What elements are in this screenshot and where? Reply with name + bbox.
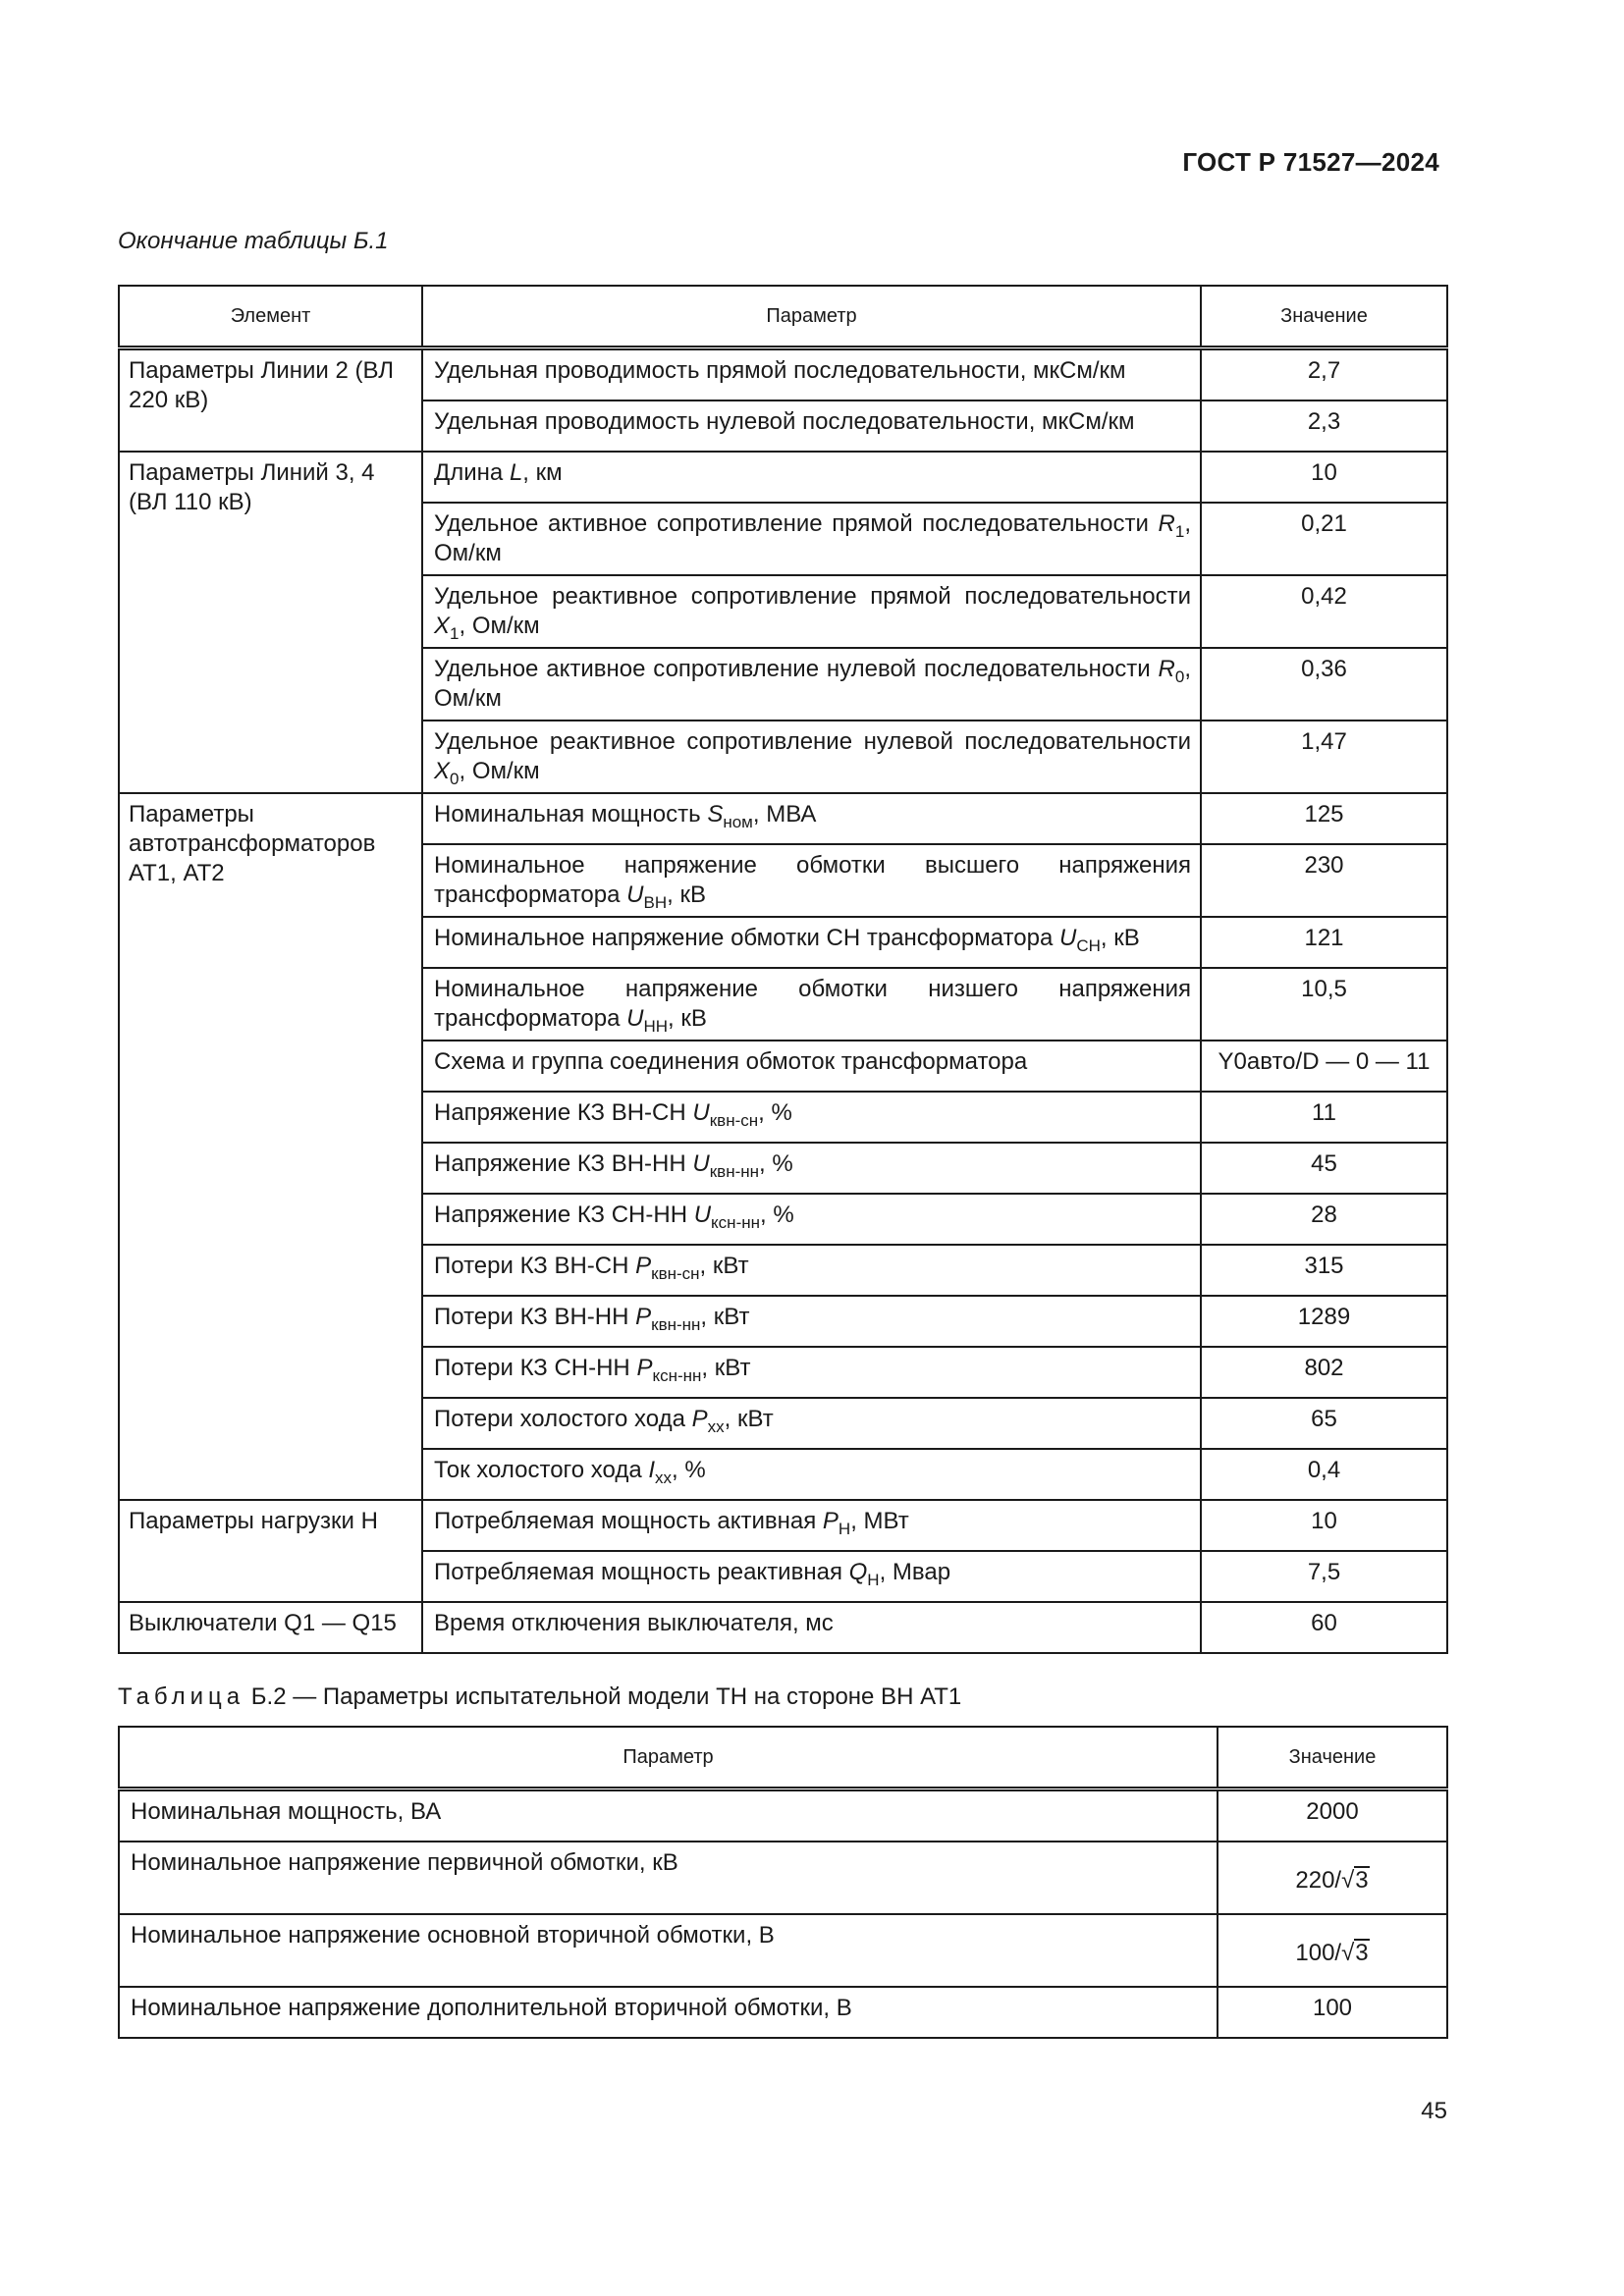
column-header-parameter: Параметр [422,286,1201,348]
parameter-text: Удельное активное сопротивление нулевой последовательности [434,656,1159,682]
value-cell: Y0авто/D — 0 — 11 [1201,1041,1447,1092]
parameter-cell [422,844,1201,917]
value-radicand: 3 [1355,1867,1369,1894]
parameter-unit: , % [672,1457,706,1483]
parameter-cell [422,1500,1201,1551]
parameter-cell [422,1245,1201,1296]
table2-caption-text: Б.2 — Параметры испытательной модели ТН на стороне ВН АТ1 [250,1683,962,1710]
value-cell: 100 [1218,1987,1447,2038]
parameter-text: Удельное активное сопротивление прямой последовательности [434,510,1159,537]
table2-caption [118,1683,961,1711]
parameter-cell [422,1449,1201,1500]
sqrt-value [1295,1866,1369,1896]
parameter-subscript: хх [707,1417,725,1436]
element-cell: Параметры Линий 3, 4 (ВЛ 110 кВ) [119,452,422,793]
value-cell: 121 [1201,917,1447,968]
parameter-text: Номинальное напряжение обмотки высшего напряжения трансформатора [434,852,1191,908]
value-radicand: 3 [1355,1940,1369,1966]
value-cell: 0,4 [1201,1449,1447,1500]
parameter-subscript: СН [1076,936,1101,955]
parameter-subscript: квн-нн [651,1315,701,1334]
parameter-cell [422,452,1201,503]
parameter-unit: , Ом/км [459,758,540,784]
parameter-text: Удельное реактивное сопротивление прямой последовательности [434,583,1191,610]
value-cell: 230 [1201,844,1447,917]
parameter-unit: , кВ [1100,925,1140,951]
value-cell: 60 [1201,1602,1447,1653]
parameter-text: Потребляемая мощность активная [434,1508,823,1534]
parameter-unit: , Ом/км [434,510,1191,566]
parameter-symbol: U [692,1150,710,1177]
parameter-unit: , кВт [699,1253,749,1279]
value-cell: 0,42 [1201,575,1447,648]
sqrt-value [1295,1939,1369,1968]
parameter-unit: , кВ [667,881,706,908]
parameter-subscript: квн-сн [709,1111,759,1130]
column-header-value: Значение [1218,1727,1447,1789]
element-cell: Параметры Линии 2 (ВЛ 220 кВ) [119,348,422,453]
parameter-unit: , Ом/км [434,656,1191,712]
value-cell: 315 [1201,1245,1447,1296]
value-cell [1218,1842,1447,1914]
parameter-text: Ток холостого хода [434,1457,649,1483]
value-cell: 11 [1201,1092,1447,1143]
parameter-cell: Схема и группа соединения обмоток трансформатора [422,1041,1201,1092]
parameter-cell [422,1143,1201,1194]
parameter-cell [422,1347,1201,1398]
parameter-cell [422,503,1201,575]
value-cell: 10 [1201,452,1447,503]
parameter-cell [422,1296,1201,1347]
parameter-subscript: 0 [1174,667,1185,686]
parameter-symbol: R [1158,656,1175,682]
parameter-symbol: U [626,881,644,908]
parameter-unit: , % [758,1099,792,1126]
parameter-text: Номинальная мощность [434,801,708,828]
parameter-cell [422,721,1201,793]
table-row [119,1500,1447,1551]
parameter-subscript: хх [655,1468,673,1487]
table-row [119,1789,1447,1842]
value-cell: 1289 [1201,1296,1447,1347]
parameter-text: Потребляемая мощность реактивная [434,1559,849,1585]
table-row [119,348,1447,401]
parameter-cell [422,793,1201,844]
value-cell: 2000 [1218,1789,1447,1842]
parameter-symbol: P [635,1304,652,1330]
parameter-text: Потери КЗ СН-НН [434,1355,637,1381]
parameter-cell [422,575,1201,648]
table-row [119,1987,1447,2038]
parameter-unit: , кВт [724,1406,774,1432]
parameter-subscript: ВН [643,893,668,912]
parameter-cell: Номинальное напряжение первичной обмотки, кВ [119,1842,1218,1914]
parameter-subscript: 1 [450,624,460,643]
value-cell: 2,7 [1201,348,1447,401]
value-numerator: 100/ [1295,1940,1342,1966]
table-row [119,452,1447,503]
parameter-symbol: P [822,1508,839,1534]
value-cell: 45 [1201,1143,1447,1194]
page-number: 45 [1421,2098,1447,2124]
parameter-symbol: U [692,1099,710,1126]
table-b2 [118,1726,1448,2039]
sqrt-sign-icon: √ [1341,1940,1355,1966]
column-header-parameter: Параметр [119,1727,1218,1789]
parameter-cell [422,648,1201,721]
parameter-cell [422,1092,1201,1143]
value-cell: 2,3 [1201,400,1447,452]
parameter-cell: Номинальное напряжение основной вторичной обмотки, В [119,1914,1218,1987]
parameter-text: Номинальное напряжение обмотки низшего напряжения трансформатора [434,976,1191,1032]
table-row [119,793,1447,844]
parameter-cell [422,1194,1201,1245]
parameter-unit: , МВА [752,801,817,828]
value-cell [1218,1914,1447,1987]
parameter-subscript: квн-сн [651,1264,700,1283]
value-numerator: 220/ [1295,1867,1342,1894]
value-cell: 1,47 [1201,721,1447,793]
standard-number: ГОСТ Р 71527—2024 [1182,147,1439,177]
parameter-unit: , Ом/км [459,613,540,639]
value-cell: 125 [1201,793,1447,844]
parameter-cell: Удельная проводимость прямой последовательности, мкСм/км [422,348,1201,401]
value-cell: 0,21 [1201,503,1447,575]
table1-caption: Окончание таблицы Б.1 [118,228,389,254]
parameter-text: Удельное реактивное сопротивление нулевой последовательности [434,728,1191,755]
parameter-symbol: L [509,459,523,486]
parameter-cell [422,1398,1201,1449]
parameter-symbol: P [636,1355,653,1381]
table-row [119,1914,1447,1987]
value-cell: 10,5 [1201,968,1447,1041]
column-header-value: Значение [1201,286,1447,348]
table-b1 [118,285,1448,1654]
value-cell: 7,5 [1201,1551,1447,1602]
parameter-cell: Номинальное напряжение дополнительной вторичной обмотки, В [119,1987,1218,2038]
value-cell: 802 [1201,1347,1447,1398]
parameter-cell [422,1551,1201,1602]
parameter-text: Потери КЗ ВН-СН [434,1253,636,1279]
sqrt-sign-icon: √ [1341,1867,1355,1894]
parameter-symbol: I [648,1457,656,1483]
parameter-symbol: P [691,1406,708,1432]
parameter-text: Потери КЗ ВН-НН [434,1304,636,1330]
parameter-subscript: 0 [450,770,460,788]
table-row [119,1842,1447,1914]
element-cell: Параметры нагрузки Н [119,1500,422,1602]
parameter-cell: Удельная проводимость нулевой последовательности, мкСм/км [422,400,1201,452]
parameter-subscript: ксн-нн [711,1213,761,1232]
parameter-unit: , кВт [700,1304,750,1330]
value-cell: 0,36 [1201,648,1447,721]
parameter-unit: , км [522,459,563,486]
parameter-text: Номинальное напряжение обмотки СН трансформатора [434,925,1059,951]
element-cell: Параметры автотрансформаторов АТ1, АТ2 [119,793,422,1500]
parameter-unit: , МВт [850,1508,909,1534]
parameter-subscript: ксн-нн [652,1366,702,1385]
parameter-text: Напряжение КЗ ВН-СН [434,1099,693,1126]
parameter-symbol: X [434,613,451,639]
parameter-unit: , % [759,1150,793,1177]
table2-caption-label: Таблица [118,1683,245,1710]
value-cell: 10 [1201,1500,1447,1551]
parameter-text: Напряжение КЗ ВН-НН [434,1150,693,1177]
parameter-unit: , Мвар [879,1559,951,1585]
value-cell: 28 [1201,1194,1447,1245]
parameter-cell: Время отключения выключателя, мс [422,1602,1201,1653]
column-header-element: Элемент [119,286,422,348]
parameter-text: Длина [434,459,510,486]
table-row [119,1602,1447,1653]
parameter-symbol: Q [848,1559,868,1585]
parameter-unit: , кВт [701,1355,751,1381]
table-header-row [119,286,1447,348]
parameter-subscript: квн-нн [709,1162,760,1181]
parameter-symbol: U [693,1201,712,1228]
parameter-symbol: R [1158,510,1175,537]
value-cell: 65 [1201,1398,1447,1449]
table-header-row [119,1727,1447,1789]
parameter-subscript: Н [838,1520,851,1538]
parameter-cell [422,917,1201,968]
parameter-text: Напряжение КЗ СН-НН [434,1201,694,1228]
parameter-subscript: ном [723,813,753,831]
parameter-text: Потери холостого хода [434,1406,692,1432]
parameter-symbol: P [635,1253,652,1279]
parameter-subscript: НН [643,1017,669,1036]
parameter-subscript: 1 [1174,522,1185,541]
parameter-cell [422,968,1201,1041]
parameter-symbol: U [1058,925,1077,951]
parameter-subscript: Н [867,1571,880,1589]
parameter-symbol: S [707,801,724,828]
parameter-symbol: X [434,758,451,784]
parameter-cell: Номинальная мощность, ВА [119,1789,1218,1842]
parameter-symbol: U [626,1005,644,1032]
parameter-unit: , кВ [668,1005,707,1032]
parameter-unit: , % [760,1201,794,1228]
element-cell: Выключатели Q1 — Q15 [119,1602,422,1653]
